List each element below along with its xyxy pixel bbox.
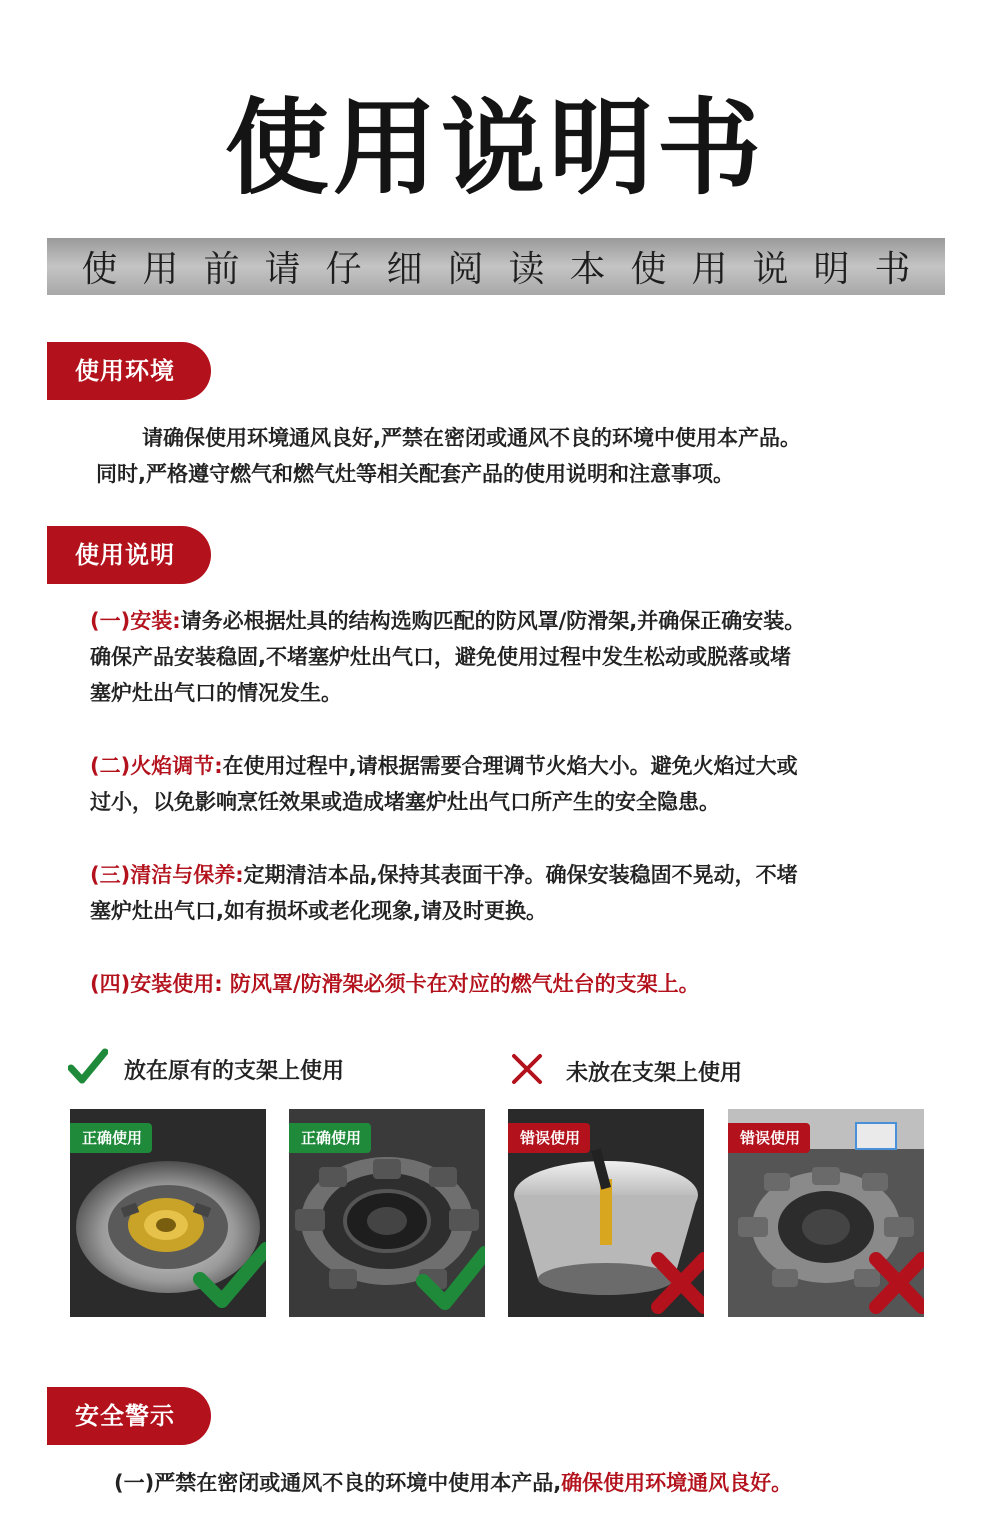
legend-correct-label: 放在原有的支架上使用 <box>124 1059 345 1084</box>
photo-badge: 错误使用 <box>728 1123 810 1153</box>
instruction-item-1-line-2: 确保产品安装稳固,不堵塞炉灶出气口，避免使用过程中发生松动或脱落或堵 <box>90 645 791 669</box>
section-tag-safety: 安全警示 <box>47 1387 211 1445</box>
instruction-item-1-line-1 <box>90 603 805 639</box>
photo-badge: 正确使用 <box>70 1123 152 1153</box>
instruction-item-2-line-1 <box>90 748 798 784</box>
safety-line-1 <box>114 1465 792 1501</box>
page-title: 使用说明书 <box>224 87 765 209</box>
instruction-item-4 <box>90 966 700 1002</box>
photo-correct-1 <box>70 1109 266 1317</box>
instruction-item-4-label: (四)安装使用: 防风罩/防滑架必须卡在对应的燃气灶台的支架上。 <box>90 972 700 996</box>
instruction-item-3-line-2: 塞炉灶出气口,如有损坏或老化现象,请及时更换。 <box>90 899 547 923</box>
legend-wrong-label: 未放在支架上使用 <box>566 1061 743 1086</box>
instruction-item-2-text: 在使用过程中,请根据需要合理调节火焰大小。避免火焰过大或 <box>222 754 798 778</box>
photo-correct-2 <box>289 1109 485 1317</box>
instruction-item-1-label: (一)安装: <box>90 609 181 633</box>
photo-badge: 错误使用 <box>508 1123 590 1153</box>
safety-line-1-emphasis: 确保使用环境通风良好。 <box>561 1471 793 1495</box>
photo-badge: 正确使用 <box>289 1123 371 1153</box>
instruction-item-3-label: (三)清洁与保养: <box>90 863 244 887</box>
section-tag-instructions: 使用说明 <box>47 526 211 584</box>
instruction-item-1-text: 请务必根据灶具的结构选购匹配的防风罩/防滑架,并确保正确安装。 <box>180 609 806 633</box>
instruction-item-2-line-2: 过小，以免影响烹饪效果或造成堵塞炉灶出气口所产生的安全隐患。 <box>90 790 720 814</box>
instruction-item-3-line-1 <box>90 857 798 893</box>
check-icon <box>68 1046 108 1086</box>
photo-wrong-2 <box>728 1109 924 1317</box>
environment-line-1: 请确保使用环境通风良好,严禁在密闭或通风不良的环境中使用本产品。 <box>142 426 801 450</box>
subtitle-text: 使用前请仔细阅读本使用说明书 <box>81 249 936 290</box>
subtitle-banner <box>47 238 945 295</box>
instruction-item-2-label: (二)火焰调节: <box>90 754 223 778</box>
cross-icon <box>510 1052 544 1086</box>
section-tag-environment: 使用环境 <box>47 342 211 400</box>
environment-line-2: 同时,严格遵守燃气和燃气灶等相关配套产品的使用说明和注意事项。 <box>96 462 734 486</box>
photo-wrong-1 <box>508 1109 704 1317</box>
instruction-item-3-text: 定期清洁本品,保持其表面干净。确保安装稳固不晃动，不堵 <box>243 863 798 887</box>
instruction-item-1-line-3: 塞炉灶出气口的情况发生。 <box>90 681 342 705</box>
safety-line-1-text: (一)严禁在密闭或通风不良的环境中使用本产品, <box>114 1471 562 1495</box>
